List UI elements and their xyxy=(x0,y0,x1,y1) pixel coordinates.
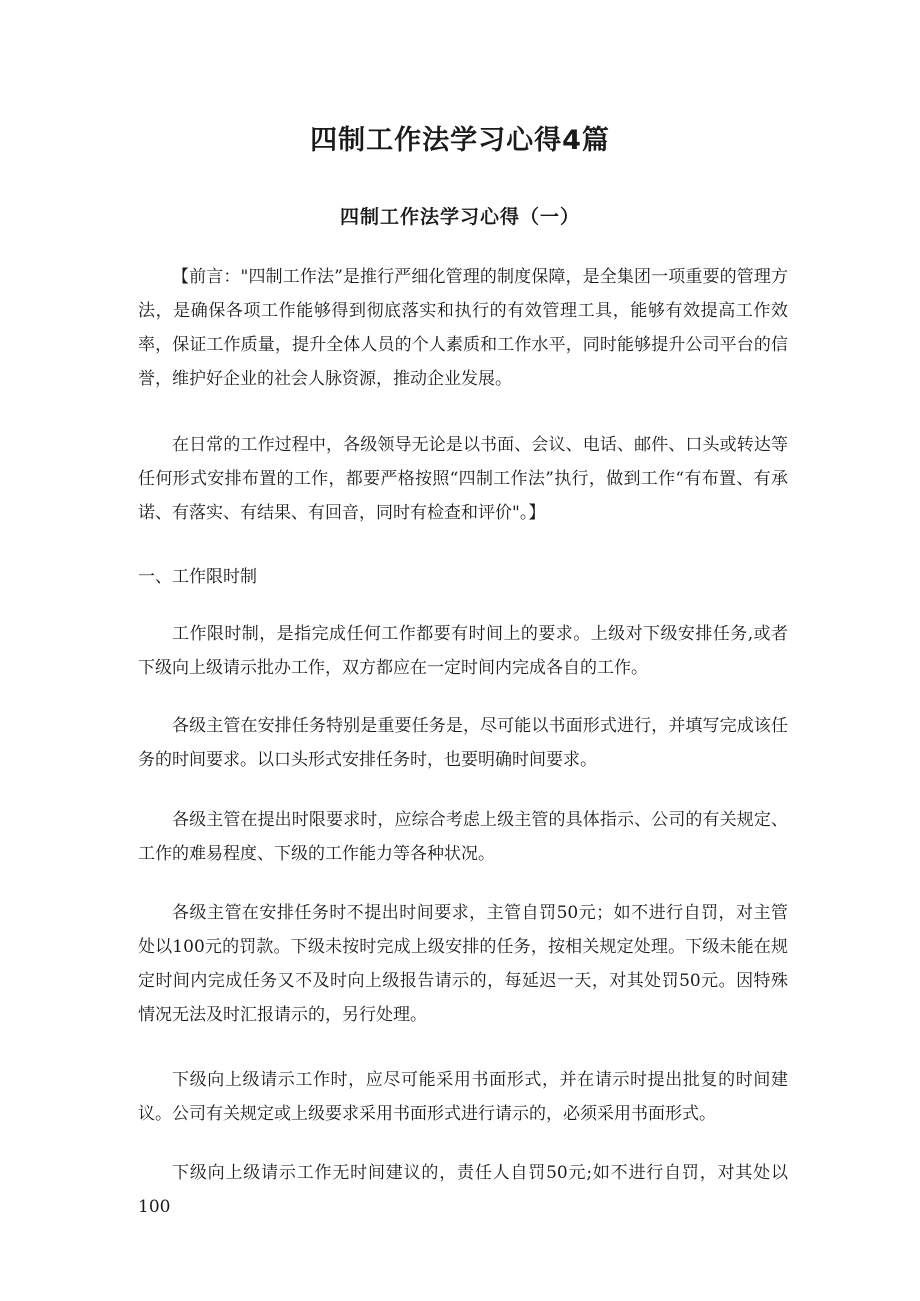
body-paragraph-2: 各级主管在安排任务特别是重要任务是，尽可能以书面形式进行，并填写完成该任务的时间要求。以口头形式安排任务时，也要明确时间要求。 xyxy=(138,716,788,770)
body-paragraph-3: 各级主管在提出时限要求时，应综合考虑上级主管的具体指示、公司的有关规定、工作的难易程度、下级的工作能力等各种状况。 xyxy=(138,810,788,864)
body-paragraph-1: 工作限时制，是指完成任何工作都要有时间上的要求。上级对下级安排任务,或者下级向上级请示批办工作，双方都应在一定时间内完成各自的工作。 xyxy=(138,624,788,678)
document-title: 四制工作法学习心得4篇 xyxy=(310,125,610,156)
preface-paragraph-1: 【前言："四制工作法”是推行严细化管理的制度保障，是全集团一项重要的管理方法，是确保各项工作能够得到彻底落实和执行的有效管理工具，能够有效提高工作效率，保证工作质量，提升全体人员的个人素质和工作水平，同时能够提升公司平台的信誉，维护好企业的社会人脉资源，推动企业发展。 xyxy=(138,267,788,389)
body-paragraph-5: 下级向上级请示工作时，应尽可能采用书面形式，并在请示时提出批复的时间建议。公司有关规定或上级要求采用书面形式进行请示的，必须采用书面形式。 xyxy=(138,1070,788,1124)
body-paragraph-4: 各级主管在安排任务时不提出时间要求，主管自罚50元；如不进行自罚，对主管处以100元的罚款。下级未按时完成上级安排的任务，按相关规定处理。下级未能在规定时间内完成任务又不及时向上级报告请示的，每延迟一天，对其处罚50元。因特殊情况无法及时汇报请示的，另行处理。 xyxy=(138,903,788,1025)
section-heading: 一、工作限时制 xyxy=(138,567,257,587)
preface-paragraph-2: 在日常的工作过程中，各级领导无论是以书面、会议、电话、邮件、口头或转达等任何形式安排布置的工作，都要严格按照“四制工作法”执行，做到工作“有布置、有承诺、有落实、有结果、有回音，同时有检查和评价"。】 xyxy=(138,435,788,523)
document-subtitle: 四制工作法学习心得（一） xyxy=(339,206,580,228)
body-paragraph-6: 下级向上级请示工作无时间建议的，责任人自罚50元;如不进行自罚，对其处以100 xyxy=(138,1163,788,1217)
